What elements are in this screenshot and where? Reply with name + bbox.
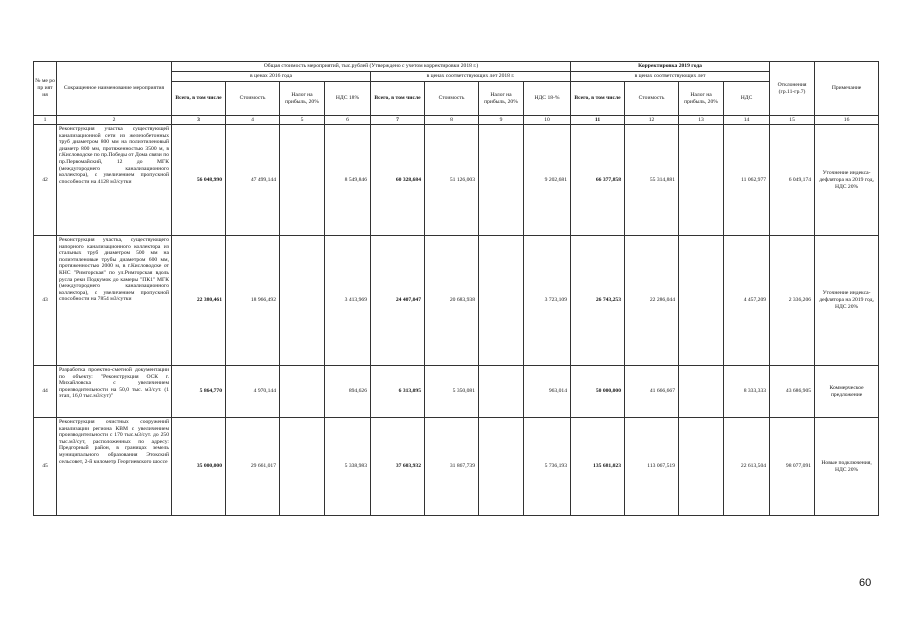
cell-vat-corr: 11 062,977	[724, 125, 770, 236]
cell-cost-2016: 29 661,017	[226, 418, 280, 516]
header-name: Сокращенное наименование мероприятия	[57, 62, 172, 116]
cell-tax-2018	[479, 236, 524, 366]
cell-total-2016: 5 864,770	[172, 366, 226, 418]
header-sub-2016: в ценах 2016 года	[172, 72, 371, 82]
header-num: № ме ро пр ият ия	[34, 62, 57, 116]
header-tax-corr: Налог на прибыль, 20%	[679, 82, 724, 116]
header-total-2018: Всего, в том числе	[371, 82, 425, 116]
cell-tax-2016	[280, 125, 325, 236]
cell-cost-2018: 51 126,003	[425, 125, 479, 236]
table-row	[34, 366, 879, 418]
cell-cost-corr: 22 286,044	[625, 236, 679, 366]
cell-deviation: 2 336,206	[770, 236, 815, 366]
cell-cost-corr: 113 067,519	[625, 418, 679, 516]
cell-tax-2016	[280, 366, 325, 418]
header-tax-2016: Налог на прибыль, 20%	[280, 82, 325, 116]
row-description: Реконструкция очистных сооружений канализации региона КВМ с увеличением производительности с 170 тыс.м3/сут. до 250 тыс.м3/сут, расположенных по адресу: Предгорный район, в границах земель муниципального образования Этокский сельсовет, 2-й километр Георгиевского шоссе	[57, 418, 172, 516]
column-index: 9	[479, 116, 524, 125]
column-index: 7	[371, 116, 425, 125]
cell-total-corr: 135 681,023	[571, 418, 625, 516]
column-index: 14	[724, 116, 770, 125]
header-deviation: Отклонения (гр.11-гр.7)	[770, 62, 815, 116]
column-index: 15	[770, 116, 815, 125]
cell-total-corr: 50 000,000	[571, 366, 625, 418]
header-sub-2018: в ценах соответствующих лет 2018 г.	[371, 72, 571, 82]
row-number: 42	[34, 125, 57, 236]
row-number: 44	[34, 366, 57, 418]
cell-deviation: 43 686,905	[770, 366, 815, 418]
cell-total-corr: 66 377,858	[571, 125, 625, 236]
cell-total-2018: 6 313,095	[371, 366, 425, 418]
cell-tax-2018	[479, 418, 524, 516]
cell-vat-2018: 3 723,109	[524, 236, 571, 366]
header-cost-2016: Стоимость	[226, 82, 280, 116]
page-number: 60	[859, 577, 872, 589]
column-index: 11	[571, 116, 625, 125]
column-index: 4	[226, 116, 280, 125]
cell-vat-2016: 5 338,983	[325, 418, 371, 516]
row-description: Реконструкция участка, существующего напорного канализационного коллектора из стальных труб диаметром 500 мм на полиэтиленовые трубы диаметром 600 мм, протяженностью 2000 м, в г.Кисловодске от КНС "Римгорская" по ул.Римгорская вдоль русла реки Подкумок до камеры "ПК1" МГК (междугороднего канализационного коллектора), с увеличением пропускной способности на 7854 м3/сутки	[57, 236, 172, 366]
cell-cost-2016: 18 966,492	[226, 236, 280, 366]
cell-tax-corr	[679, 236, 724, 366]
cell-vat-corr: 4 457,209	[724, 236, 770, 366]
cell-note: Новые подключения, НДС 20%	[815, 418, 879, 516]
cell-tax-2018	[479, 125, 524, 236]
cell-vat-2018: 5 736,193	[524, 418, 571, 516]
table-row	[34, 418, 879, 516]
cell-tax-corr	[679, 418, 724, 516]
cell-vat-corr: 22 613,504	[724, 418, 770, 516]
header-sub-corr: в ценах соответствующих лет	[571, 72, 770, 82]
row-number: 45	[34, 418, 57, 516]
column-index: 12	[625, 116, 679, 125]
header-total-2016: Всего, в том числе	[172, 82, 226, 116]
cell-vat-corr: 8 333,333	[724, 366, 770, 418]
header-vat-2018: НДС 18-%	[524, 82, 571, 116]
cell-tax-2018	[479, 366, 524, 418]
cell-total-2018: 60 328,684	[371, 125, 425, 236]
header-group-total: Общая стоимость мероприятий, тыс.рублей (Утверждено с учетом корректировки 2018 г.)	[172, 62, 571, 72]
header-group-corr: Корректировка 2019 года	[571, 62, 770, 72]
cell-tax-corr	[679, 366, 724, 418]
column-index: 13	[679, 116, 724, 125]
row-number: 43	[34, 236, 57, 366]
cell-total-2016: 35 000,000	[172, 418, 226, 516]
column-index: 3	[172, 116, 226, 125]
table-row	[34, 125, 879, 236]
cell-cost-2018: 5 350,081	[425, 366, 479, 418]
cell-note: Коммерческое предложение	[815, 366, 879, 418]
estimate-table	[33, 61, 879, 516]
header-vat-corr: НДС	[724, 82, 770, 116]
cell-tax-2016	[280, 418, 325, 516]
header-note: Примечание	[815, 62, 879, 116]
cell-total-2016: 22 380,461	[172, 236, 226, 366]
cell-vat-2016: 894,626	[325, 366, 371, 418]
cell-total-corr: 26 743,253	[571, 236, 625, 366]
header-vat-2016: НДС 18%	[325, 82, 371, 116]
header-cost-2018: Стоимость	[425, 82, 479, 116]
row-description: Реконструкция участка существующей канализационной сети из железобетонных труб диаметром 800 мм на полиэтиленовый диаметр 800 мм, протяженностью 3500 м, в г.Кисловодске по пр.Победы от Дома связи по пр.Первомайский, 12 до МГК (междугороднего канализационного коллектора), с увеличением пропускной способности на 4128 м3/сутки	[57, 125, 172, 236]
cell-cost-corr: 41 666,667	[625, 366, 679, 418]
cell-total-2016: 56 048,990	[172, 125, 226, 236]
column-index: 8	[425, 116, 479, 125]
cell-cost-2018: 31 867,739	[425, 418, 479, 516]
header-total-corr: Всего, в том числе	[571, 82, 625, 116]
cell-deviation: 98 077,091	[770, 418, 815, 516]
column-index-row	[34, 116, 879, 125]
column-index: 1	[34, 116, 57, 125]
cell-total-2018: 24 407,047	[371, 236, 425, 366]
header-cost-corr: Стоимость	[625, 82, 679, 116]
cell-cost-2016: 47 499,144	[226, 125, 280, 236]
cell-cost-2016: 4 970,144	[226, 366, 280, 418]
row-description: Разработка проектно-сметной документации по объекту: "Реконструкция ОСК г. Михайловска с увеличением производительности на 50,0 тыс. м3/сут. (1 этап, 16,0 тыс.м3/сут)"	[57, 366, 172, 418]
cell-tax-corr	[679, 125, 724, 236]
column-index: 6	[325, 116, 371, 125]
cell-note: Уточнение индекса-дефлятора на 2019 год, НДС 20%	[815, 236, 879, 366]
column-index: 2	[57, 116, 172, 125]
cell-total-2018: 37 603,932	[371, 418, 425, 516]
cell-tax-2016	[280, 236, 325, 366]
table-row	[34, 236, 879, 366]
cell-vat-2018: 963,014	[524, 366, 571, 418]
cell-deviation: 6 049,174	[770, 125, 815, 236]
cell-cost-2018: 20 683,938	[425, 236, 479, 366]
cell-note: Уточнение индекса-дефлятора на 2019 год, НДС 20%	[815, 125, 879, 236]
column-index: 5	[280, 116, 325, 125]
cell-vat-2016: 3 413,969	[325, 236, 371, 366]
cell-vat-2016: 8 549,846	[325, 125, 371, 236]
cell-cost-corr: 55 314,881	[625, 125, 679, 236]
column-index: 10	[524, 116, 571, 125]
column-index: 16	[815, 116, 879, 125]
header-tax-2018: Налог на прибыль, 20%	[479, 82, 524, 116]
cell-vat-2018: 9 202,681	[524, 125, 571, 236]
